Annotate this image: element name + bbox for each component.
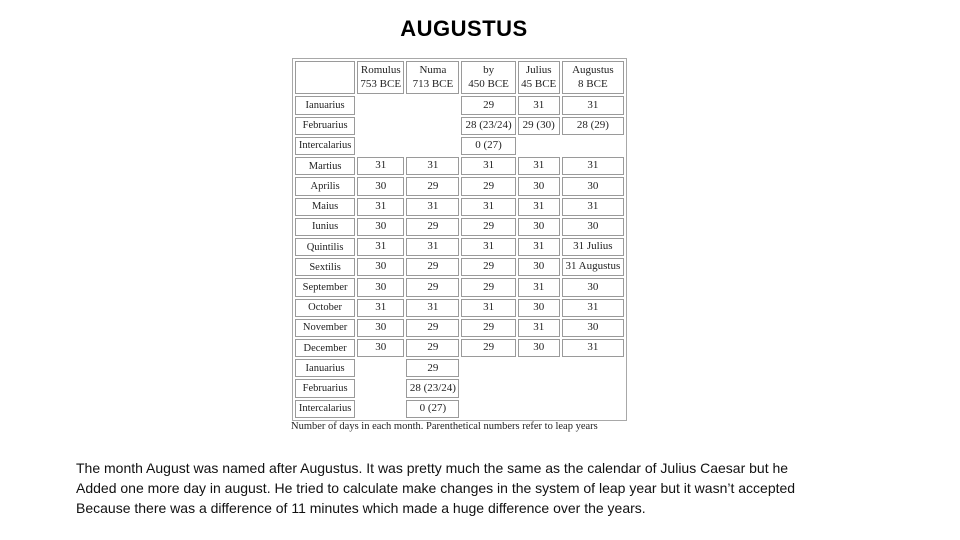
day-count-cell	[562, 400, 624, 418]
column-header-year: 450 BCE	[468, 77, 509, 90]
day-count-cell: 29	[406, 359, 459, 377]
day-count-cell: 29	[461, 177, 515, 195]
day-count-cell: 30	[518, 339, 560, 357]
day-count-cell: 28 (29)	[562, 117, 624, 135]
month-name-cell: Maius	[295, 198, 355, 216]
day-count-cell: 29	[461, 258, 515, 276]
day-count-cell: 31	[461, 157, 515, 175]
day-count-cell: 31	[357, 157, 404, 175]
day-count-cell: 31	[461, 299, 515, 317]
day-count-cell: 30	[518, 258, 560, 276]
table-row	[295, 198, 624, 216]
month-name-cell: Februarius	[295, 379, 355, 397]
day-count-cell: 29 (30)	[518, 117, 560, 135]
table-row	[295, 339, 624, 357]
day-count-cell: 31	[357, 238, 404, 256]
day-count-cell	[562, 379, 624, 397]
table-row	[295, 137, 624, 155]
table-row	[295, 218, 624, 236]
calendar-table-image	[292, 58, 627, 421]
day-count-cell: 29	[461, 278, 515, 296]
day-count-cell: 31	[562, 157, 624, 175]
day-count-cell: 30	[357, 258, 404, 276]
day-count-cell	[562, 359, 624, 377]
day-count-cell: 29	[461, 319, 515, 337]
day-count-cell: 28 (23/24)	[406, 379, 459, 397]
day-count-cell: 0 (27)	[461, 137, 515, 155]
day-count-cell: 31	[461, 238, 515, 256]
column-header-year: 753 BCE	[360, 77, 402, 90]
day-count-cell: 31	[518, 278, 560, 296]
column-header	[406, 61, 459, 94]
day-count-cell: 30	[562, 278, 624, 296]
day-count-cell	[562, 137, 624, 155]
day-count-cell: 31 Julius	[562, 238, 624, 256]
month-name-cell: December	[295, 339, 355, 357]
day-count-cell	[518, 379, 560, 397]
day-count-cell	[357, 137, 404, 155]
day-count-cell: 31	[562, 198, 624, 216]
table-header-row	[295, 61, 624, 94]
day-count-cell: 30	[518, 299, 560, 317]
month-name-cell: Februarius	[295, 117, 355, 135]
day-count-cell	[357, 400, 404, 418]
day-count-cell	[461, 359, 515, 377]
day-count-cell: 31	[357, 198, 404, 216]
day-count-cell: 30	[562, 177, 624, 195]
day-count-cell: 29	[406, 218, 459, 236]
day-count-cell: 30	[562, 218, 624, 236]
column-header-year: 713 BCE	[412, 77, 454, 90]
header-corner-cell	[295, 61, 355, 94]
table-row	[295, 278, 624, 296]
day-count-cell	[406, 96, 459, 114]
day-count-cell: 31	[406, 238, 459, 256]
month-name-cell: Iunius	[295, 218, 355, 236]
day-count-cell: 31	[406, 198, 459, 216]
month-name-cell: September	[295, 278, 355, 296]
column-header	[357, 61, 404, 94]
day-count-cell: 29	[406, 177, 459, 195]
column-header-name: Numa	[419, 63, 447, 76]
month-name-cell: November	[295, 319, 355, 337]
day-count-cell: 31	[461, 198, 515, 216]
month-name-cell: Aprilis	[295, 177, 355, 195]
day-count-cell: 31	[518, 96, 560, 114]
day-count-cell: 29	[461, 339, 515, 357]
table-row	[295, 299, 624, 317]
column-header-name: Julius	[525, 63, 552, 76]
day-count-cell: 31	[518, 157, 560, 175]
column-header	[461, 61, 515, 94]
column-header-year: 8 BCE	[578, 77, 608, 90]
month-name-cell: Intercalarius	[295, 400, 355, 418]
month-name-cell: Martius	[295, 157, 355, 175]
day-count-cell: 30	[357, 319, 404, 337]
body-line-3: Because there was a difference of 11 minutes which made a huge difference over the years.	[76, 500, 646, 516]
day-count-cell: 0 (27)	[406, 400, 459, 418]
day-count-cell	[357, 359, 404, 377]
day-count-cell	[357, 96, 404, 114]
day-count-cell: 31	[562, 299, 624, 317]
table-row	[295, 117, 624, 135]
day-count-cell: 30	[562, 319, 624, 337]
day-count-cell: 28 (23/24)	[461, 117, 515, 135]
day-count-cell	[357, 379, 404, 397]
day-count-cell: 30	[357, 218, 404, 236]
column-header-name: Augustus	[572, 63, 614, 76]
slide-title: AUGUSTUS	[400, 16, 528, 41]
column-header	[562, 61, 624, 94]
day-count-cell: 30	[357, 339, 404, 357]
day-count-cell: 29	[406, 278, 459, 296]
table-row	[295, 319, 624, 337]
column-header-name: Romulus	[360, 63, 401, 76]
day-count-cell: 29	[406, 258, 459, 276]
month-name-cell: Quintilis	[295, 238, 355, 256]
day-count-cell: 31	[518, 198, 560, 216]
day-count-cell: 30	[518, 177, 560, 195]
month-name-cell: Ianuarius	[295, 96, 355, 114]
day-count-cell: 30	[518, 218, 560, 236]
day-count-cell	[406, 117, 459, 135]
table-row	[295, 157, 624, 175]
table-row	[295, 400, 624, 418]
day-count-cell: 31	[357, 299, 404, 317]
month-name-cell: Sextilis	[295, 258, 355, 276]
day-count-cell: 30	[357, 177, 404, 195]
day-count-cell: 31	[562, 339, 624, 357]
month-name-cell: Intercalarius	[295, 137, 355, 155]
table-caption: Number of days in each month. Parenthetical numbers refer to leap years	[291, 421, 598, 432]
table-row	[295, 359, 624, 377]
day-count-cell	[518, 137, 560, 155]
body-line-2: Added one more day in august. He tried to calculate make changes in the system of leap year but it wasn’t accepted	[76, 480, 796, 496]
column-header	[518, 61, 560, 94]
day-count-cell	[406, 137, 459, 155]
day-count-cell: 31	[518, 319, 560, 337]
body-line-1: The month August was named after Augustus. It was pretty much the same as the calendar of Julius Caesar but he	[76, 460, 789, 476]
calendar-table	[293, 59, 626, 420]
day-count-cell: 31	[406, 299, 459, 317]
day-count-cell	[518, 400, 560, 418]
month-name-cell: October	[295, 299, 355, 317]
day-count-cell: 29	[406, 319, 459, 337]
day-count-cell: 31	[562, 96, 624, 114]
column-header-name: by	[483, 63, 495, 76]
column-header-year: 45 BCE	[521, 77, 557, 90]
month-name-cell: Ianuarius	[295, 359, 355, 377]
day-count-cell: 31	[518, 238, 560, 256]
body-paragraph	[76, 458, 936, 518]
day-count-cell: 31	[406, 157, 459, 175]
table-row	[295, 96, 624, 114]
day-count-cell	[518, 359, 560, 377]
day-count-cell	[357, 117, 404, 135]
day-count-cell	[461, 400, 515, 418]
table-row	[295, 379, 624, 397]
day-count-cell: 29	[461, 218, 515, 236]
day-count-cell: 30	[357, 278, 404, 296]
table-row	[295, 238, 624, 256]
day-count-cell: 31 Augustus	[562, 258, 624, 276]
table-row	[295, 258, 624, 276]
day-count-cell: 29	[406, 339, 459, 357]
day-count-cell	[461, 379, 515, 397]
table-row	[295, 177, 624, 195]
day-count-cell: 29	[461, 96, 515, 114]
